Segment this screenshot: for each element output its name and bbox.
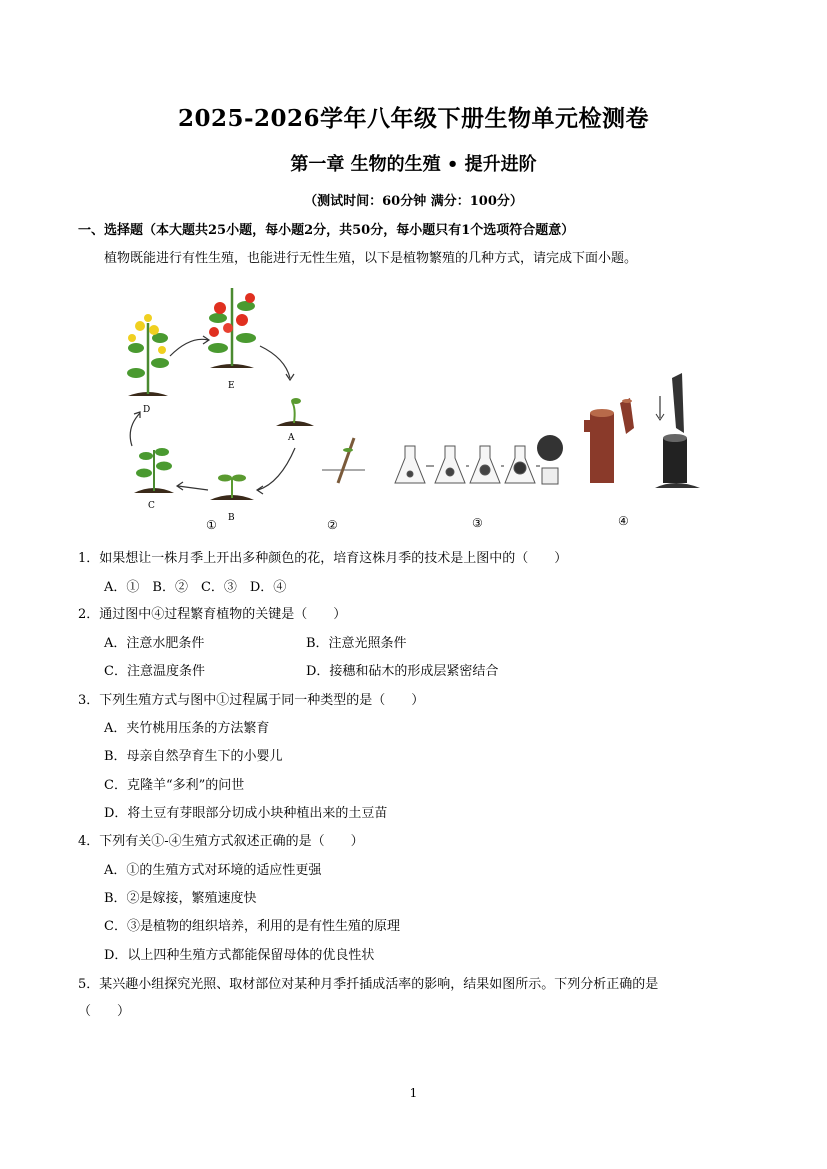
marker-4: ④ — [618, 514, 629, 528]
tissue-culture-illustration — [395, 435, 563, 484]
section-intro: 植物既能进行有性生殖，也能进行无性生殖，以下是植物繁殖的几种方式，请完成下面小题。 — [104, 251, 638, 266]
question-3-option-d: D．将土豆有芽眼部分切成小块种植出来的土豆苗 — [104, 806, 388, 821]
question-4-option-a: A．①的生殖方式对环境的适应性更强 — [104, 863, 322, 878]
question-5-stem-continued: （ ） — [78, 1004, 131, 1019]
question-2-option-d: D．接穗和砧木的形成层紧密结合 — [306, 664, 499, 679]
marker-3: ③ — [472, 516, 483, 530]
question-4-option-d: D．以上四种生殖方式都能保留母体的优良性状 — [104, 948, 375, 963]
grafting-illustration — [584, 373, 700, 488]
page-number: 1 — [409, 1086, 418, 1100]
question-2-stem: 2．通过图中④过程繁育植物的关键是（ ） — [78, 607, 347, 622]
question-4-stem: 4．下列有关①-④生殖方式叙述正确的是（ ） — [78, 834, 364, 849]
question-2-option-b: B．注意光照条件 — [306, 636, 407, 651]
exam-title: 2025-2026学年八年级下册生物单元检测卷 — [177, 105, 650, 132]
marker-1: ① — [206, 518, 217, 532]
question-3-option-c: C．克隆羊“多利”的问世 — [104, 778, 245, 793]
chapter-subtitle: 第一章 生物的生殖 • 提升进阶 — [290, 154, 537, 175]
question-3-stem: 3．下列生殖方式与图中①过程属于同一种类型的是（ ） — [78, 693, 425, 708]
question-4-option-c: C．③是植物的组织培养，利用的是有性生殖的原理 — [104, 919, 400, 934]
seedling-a — [276, 398, 314, 426]
question-3-option-b: B．母亲自然孕育生下的小婴儿 — [104, 749, 283, 764]
cutting-illustration — [322, 438, 365, 483]
question-2-option-a: A．注意水肥条件 — [104, 636, 205, 651]
question-2-option-c: C．注意温度条件 — [104, 664, 205, 679]
reproduction-figure — [110, 278, 720, 533]
label-e: E — [228, 381, 235, 391]
seedling-b — [210, 475, 254, 501]
question-4-option-b: B．②是嫁接，繁殖速度快 — [104, 891, 257, 906]
marker-2: ② — [327, 518, 338, 532]
question-3-option-a: A．夹竹桃用压条的方法繁育 — [104, 721, 270, 736]
question-1-options: A．① B．② C．③ D．④ — [104, 580, 287, 595]
plant-d — [127, 314, 169, 396]
label-c: C — [148, 501, 155, 511]
section-heading: 一、选择题（本大题共25小题，每小题2分，共50分，每小题只有1个选项符合题意） — [78, 223, 575, 238]
label-b: B — [228, 513, 235, 523]
question-1-stem: 1．如果想让一株月季上开出多种颜色的花，培育这株月季的技术是上图中的（ ） — [78, 551, 568, 566]
label-a: A — [288, 433, 295, 443]
label-d: D — [143, 405, 151, 415]
time-info: （测试时间：60分钟 满分：100分） — [304, 194, 523, 209]
plant-c — [134, 448, 174, 493]
plant-e — [208, 288, 256, 368]
question-5-stem: 5．某兴趣小组探究光照、取材部位对某种月季扦插成活率的影响，结果如图所示。下列分析正确的是 — [78, 977, 659, 992]
